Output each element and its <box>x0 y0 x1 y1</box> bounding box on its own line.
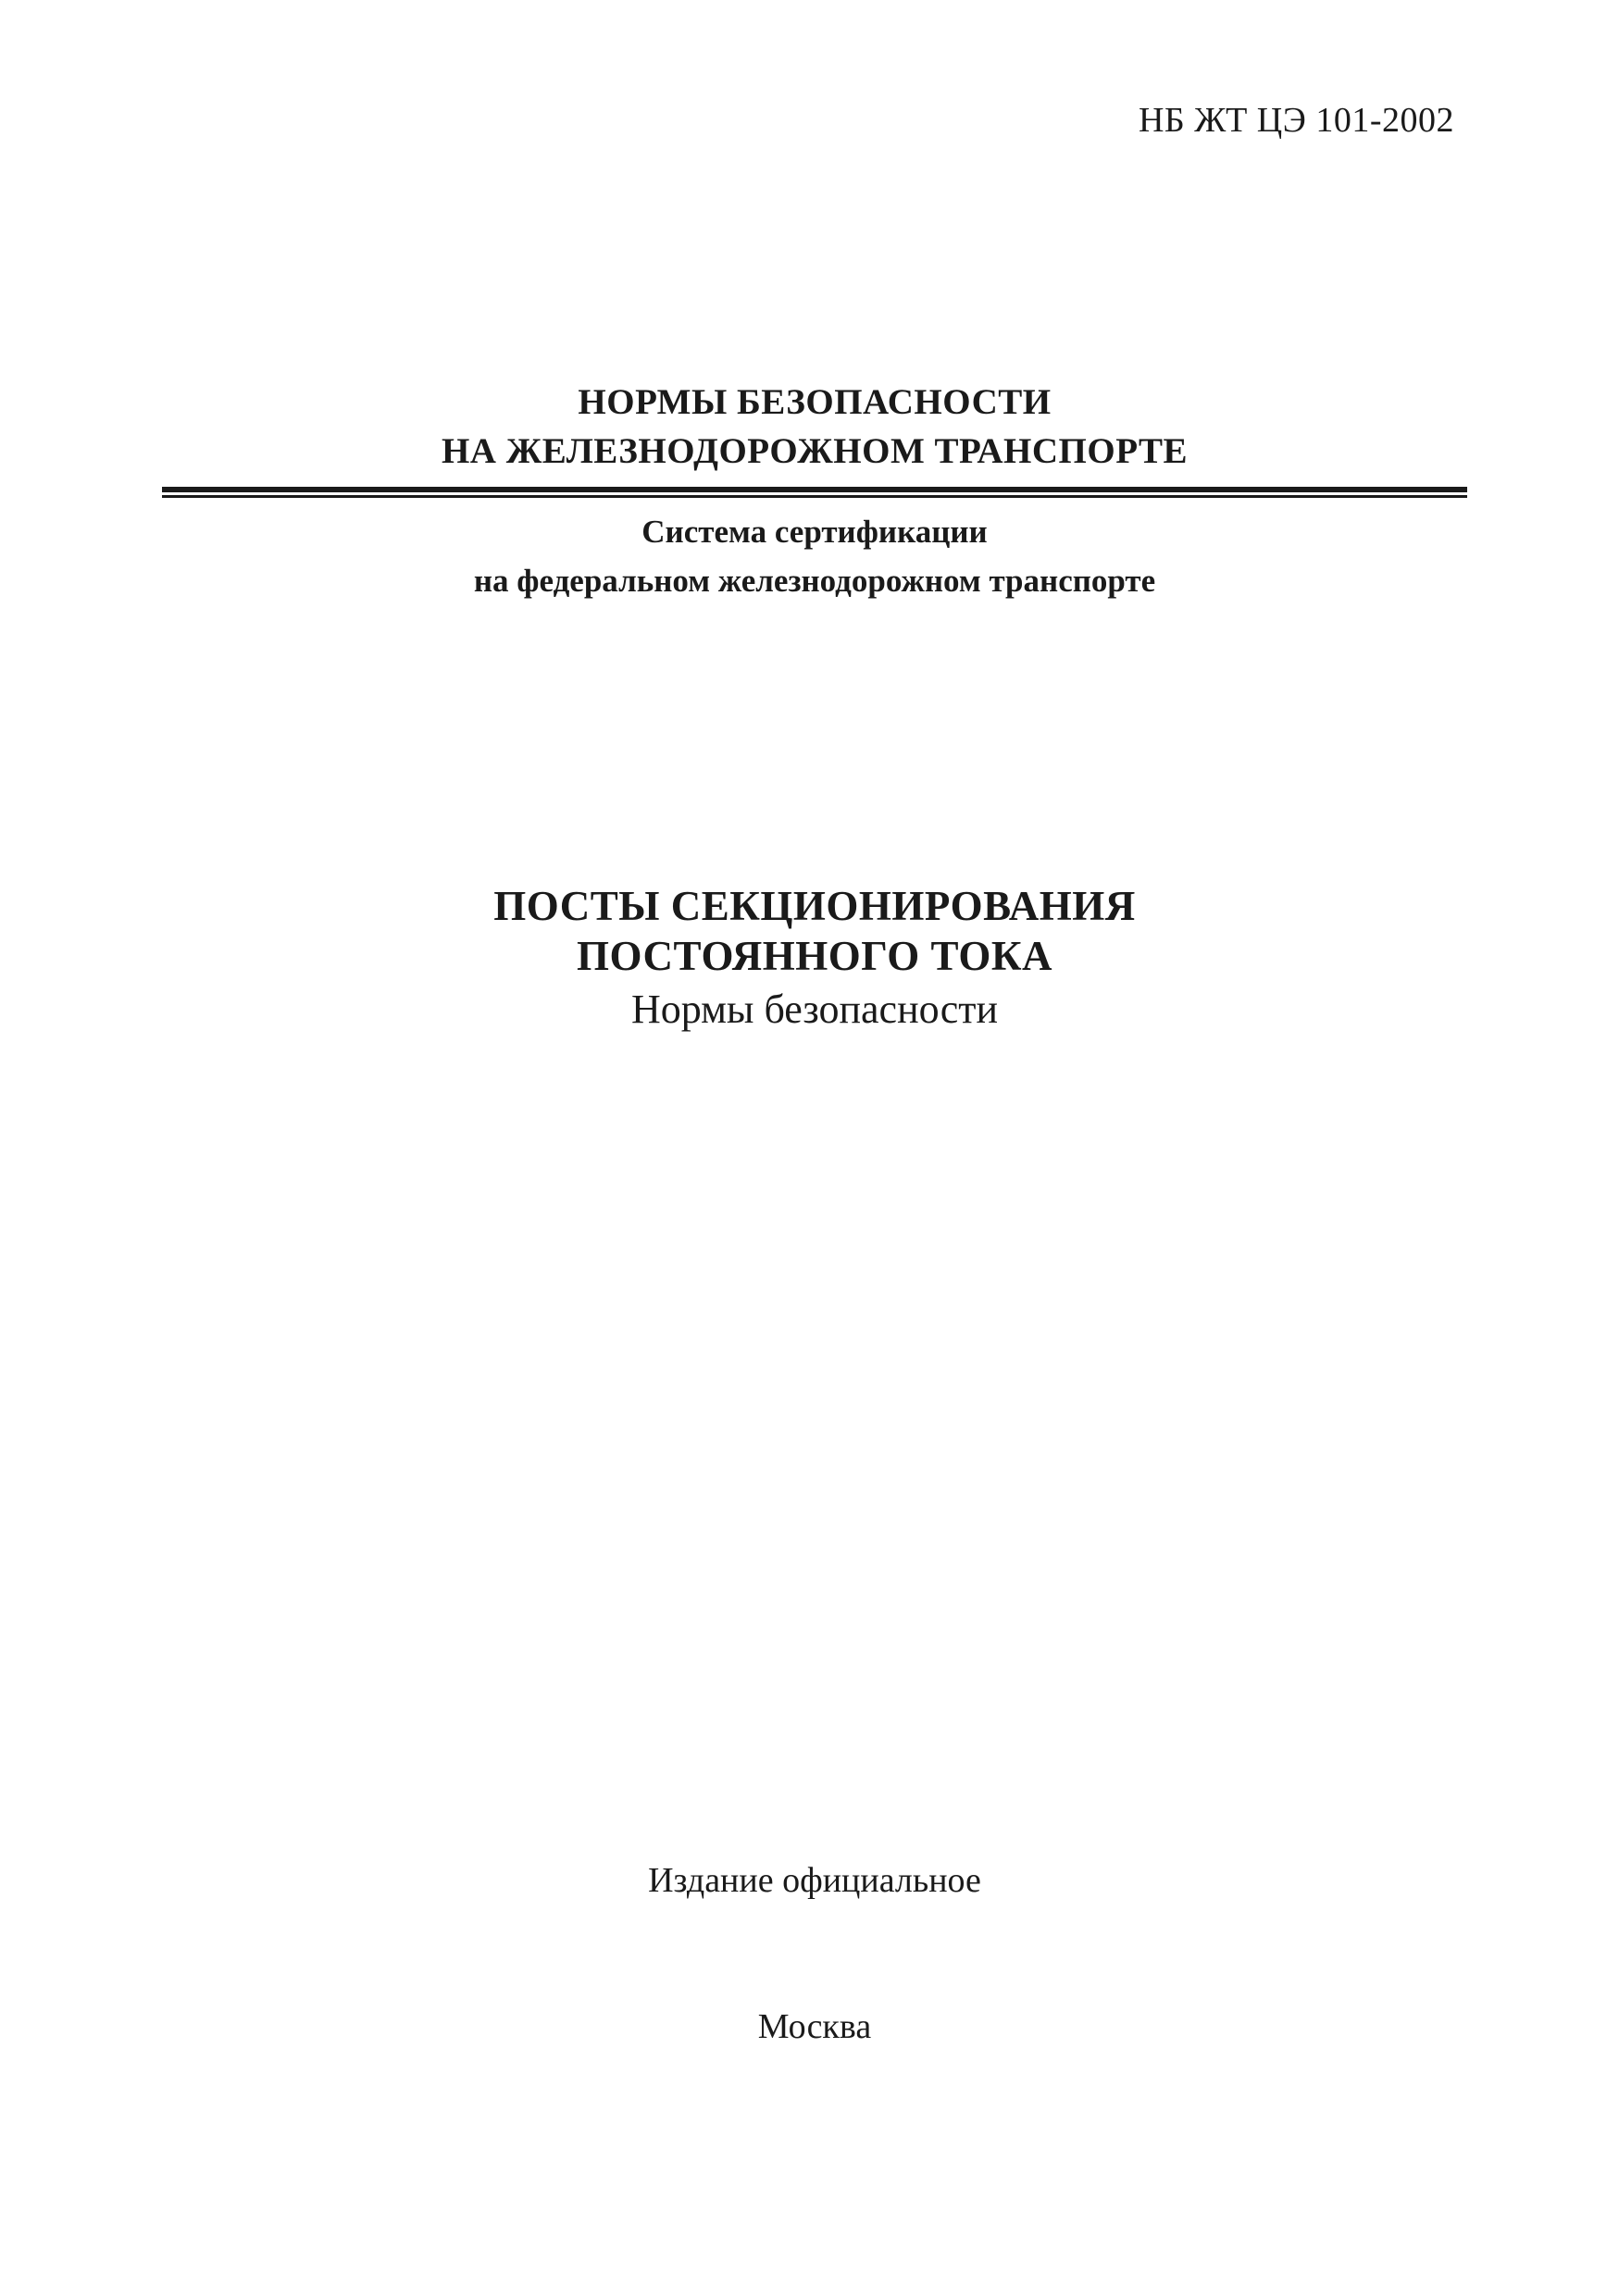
document-title <box>162 881 1467 981</box>
double-rule-divider <box>162 487 1467 498</box>
certification-system-heading <box>162 507 1467 605</box>
series-title-line-1: НОРМЫ БЕЗОПАСНОСТИ <box>578 382 1052 422</box>
rule-thin <box>162 495 1467 498</box>
series-title-line-2: НА ЖЕЛЕЗНОДОРОЖНОМ ТРАНСПОРТЕ <box>441 431 1189 471</box>
subseries-line-1: Система сертификации <box>641 514 988 550</box>
document-subtitle: Нормы безопасности <box>630 987 999 1032</box>
subseries-line-2: на федеральном железнодорожном транспорте <box>473 563 1156 599</box>
publication-city: Москва <box>757 2007 872 2046</box>
edition-label: Издание официальное <box>648 1861 981 1900</box>
document-title-line-1: ПОСТЫ СЕКЦИОНИРОВАНИЯ <box>493 883 1136 929</box>
document-title-line-2: ПОСТОЯННОГО ТОКА <box>576 933 1053 979</box>
document-code: НБ ЖТ ЦЭ 101-2002 <box>1138 101 1454 140</box>
series-title <box>162 378 1467 476</box>
